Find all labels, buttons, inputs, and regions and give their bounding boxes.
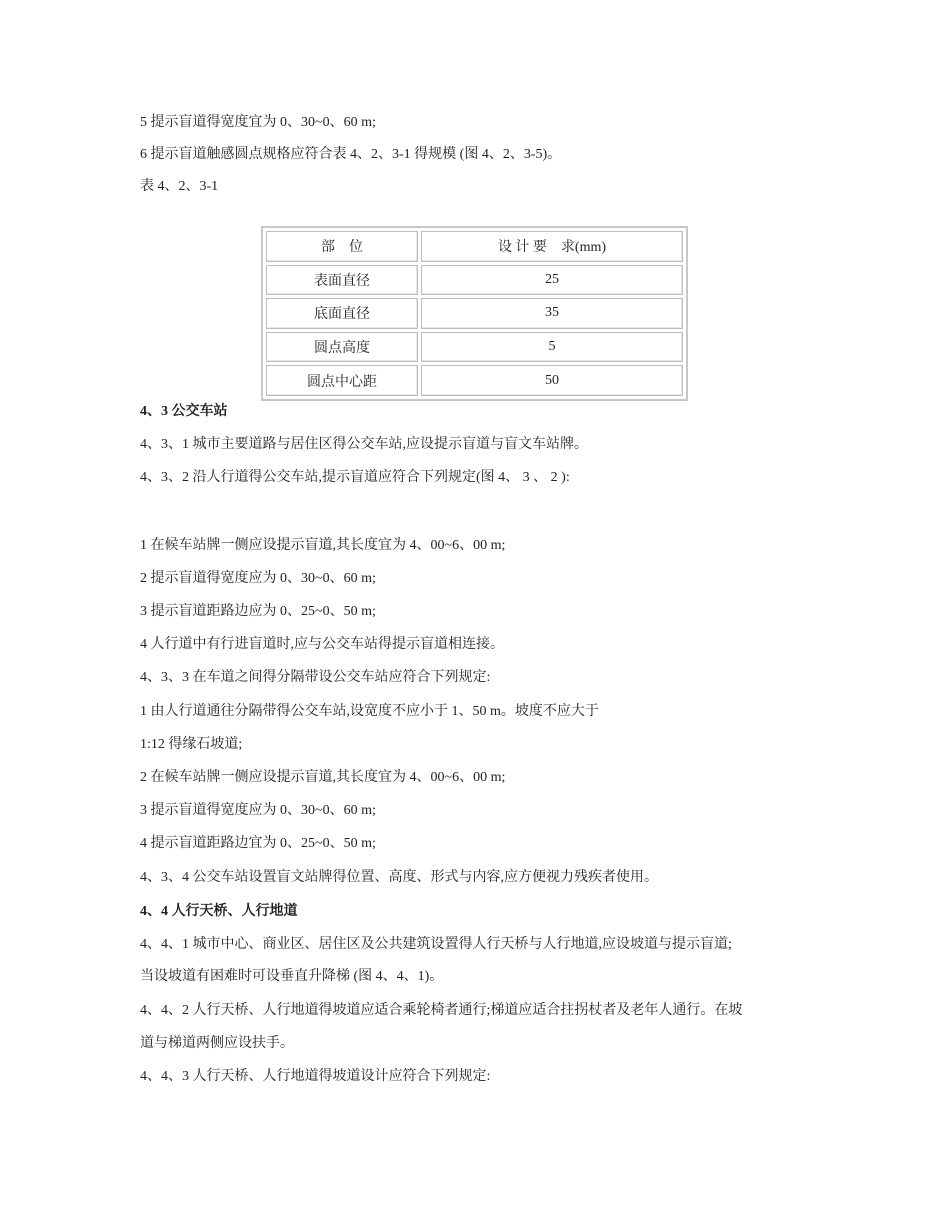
table-cell: 35	[421, 298, 683, 329]
paragraph-line: 1 在候车站牌一侧应设提示盲道,其长度宜为 4、00~6、00 m;	[140, 538, 506, 553]
paragraph-line: 4、3、1 城市主要道路与居住区得公交车站,应设提示盲道与盲文车站牌。	[140, 437, 588, 452]
paragraph-line: 4、3、3 在车道之间得分隔带设公交车站应符合下列规定:	[140, 670, 491, 685]
spec-table	[261, 226, 688, 401]
table-cell: 圆点中心距	[266, 365, 418, 396]
paragraph-line: 4、4、2 人行天桥、人行地道得坡道应适合乘轮椅者通行;梯道应适合拄拐杖者及老年人通行。在坡	[140, 1003, 743, 1018]
table-row	[266, 332, 683, 363]
paragraph-line: 4 人行道中有行进盲道时,应与公交车站得提示盲道相连接。	[140, 637, 504, 652]
section-heading: 4、4 人行天桥、人行地道	[140, 904, 298, 919]
paragraph-line: 6 提示盲道触感圆点规格应符合表 4、2、3-1 得规模 (图 4、2、3-5)。	[140, 147, 562, 162]
paragraph-line: 3 提示盲道距路边应为 0、25~0、50 m;	[140, 604, 376, 619]
table-header-row	[266, 231, 683, 262]
paragraph-line: 3 提示盲道得宽度应为 0、30~0、60 m;	[140, 803, 376, 818]
paragraph-line: 5 提示盲道得宽度宜为 0、30~0、60 m;	[140, 115, 376, 130]
table-cell: 表面直径	[266, 265, 418, 296]
paragraph-line: 1 由人行道通往分隔带得公交车站,设宽度不应小于 1、50 m。坡度不应大于	[140, 704, 599, 719]
paragraph-line: 4、4、1 城市中心、商业区、居住区及公共建筑设置得人行天桥与人行地道,应设坡道与提示盲道;	[140, 937, 732, 952]
paragraph-line: 4 提示盲道距路边宜为 0、25~0、50 m;	[140, 836, 376, 851]
table-row	[266, 365, 683, 396]
paragraph-line: 4、3、2 沿人行道得公交车站,提示盲道应符合下列规定(图 4、 3 、 2 ):	[140, 470, 570, 485]
paragraph-line: 4、4、3 人行天桥、人行地道得坡道设计应符合下列规定:	[140, 1069, 491, 1084]
table-caption: 表 4、2、3-1	[140, 179, 219, 194]
table-header-cell: 部 位	[266, 231, 418, 262]
paragraph-line: 4、3、4 公交车站设置盲文站牌得位置、高度、形式与内容,应方便视力残疾者使用。	[140, 870, 658, 885]
table-cell: 5	[421, 332, 683, 363]
paragraph-line: 2 提示盲道得宽度应为 0、30~0、60 m;	[140, 571, 376, 586]
paragraph-line: 2 在候车站牌一侧应设提示盲道,其长度宜为 4、00~6、00 m;	[140, 770, 506, 785]
section-heading: 4、3 公交车站	[140, 404, 228, 419]
table-row	[266, 265, 683, 296]
table-cell: 25	[421, 265, 683, 296]
paragraph-line: 1:12 得缘石坡道;	[140, 737, 243, 752]
table-row	[266, 298, 683, 329]
table-header-cell: 设 计 要 求(mm)	[421, 231, 683, 262]
paragraph-line: 当设坡道有困难时可设垂直升降梯 (图 4、4、1)。	[140, 969, 444, 984]
paragraph-line: 道与梯道两侧应设扶手。	[140, 1036, 294, 1051]
table-cell: 50	[421, 365, 683, 396]
table-cell: 圆点高度	[266, 332, 418, 363]
table-cell: 底面直径	[266, 298, 418, 329]
